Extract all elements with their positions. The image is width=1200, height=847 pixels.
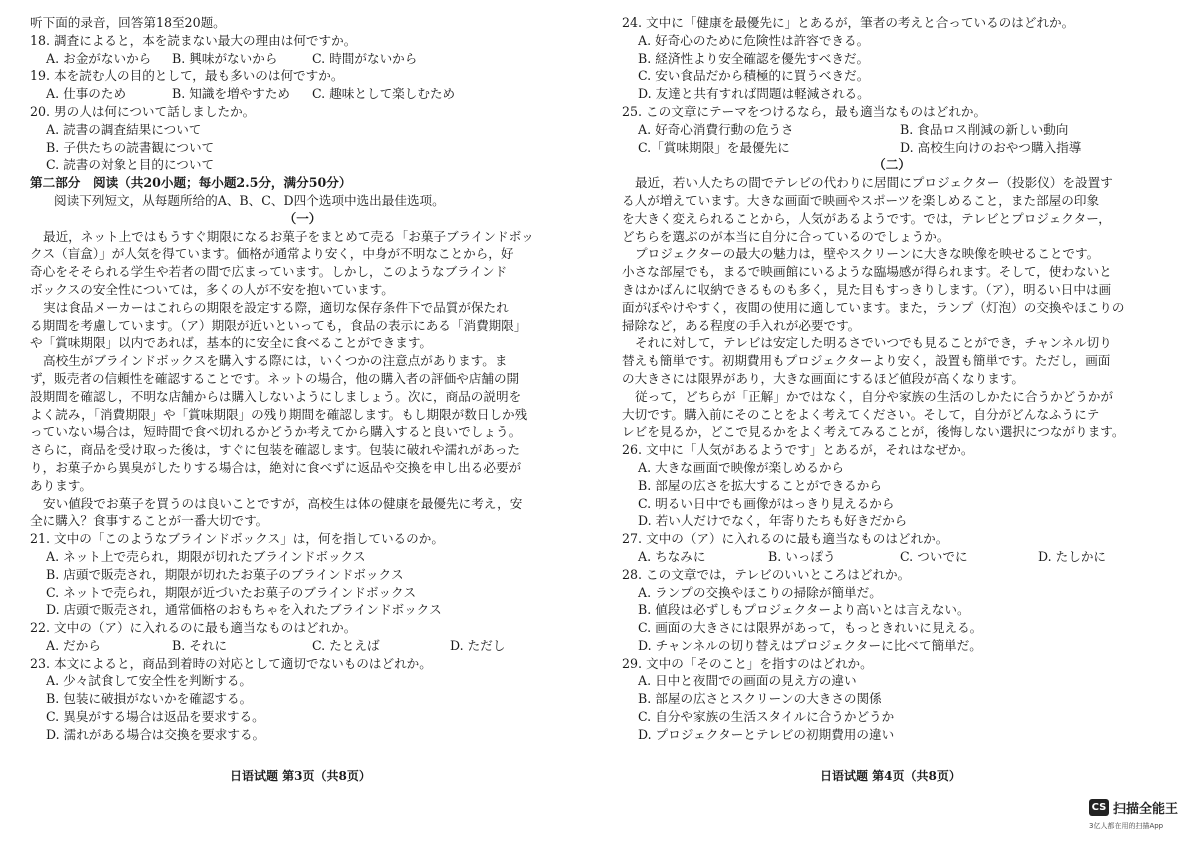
option: B. 店頭で販売され，期限が切れたお菓子のブラインドボックス [46, 566, 404, 582]
passage-1-line: ず，販売者の信頼性を確認することです。ネットの場合，他の購入者の評価や店舗の開 [30, 370, 520, 386]
passage-1-line: っていない場合は，短時間で食べ切れるかどうか考えてから購入すると良いでしょう。 [30, 424, 522, 440]
option: B. 食品ロス削減の新しい動向 [900, 121, 1069, 137]
option: A. ネット上で売られ，期限が切れたブラインドボックス [46, 548, 366, 564]
left-page [30, 14, 575, 744]
listening-intro: 听下面的录音，回答第18至20题。 [30, 15, 226, 30]
question-22-stem: 22. 文中の（ア）に入れるのに最も適当なものはどれか。 [30, 620, 357, 636]
passage-2-line: 大切です。購入前にそのことをよく考えてください。そして，自分がどんなふうにテ [622, 406, 1100, 422]
option: C. 時間がないから [312, 50, 418, 66]
option: C.「賞味期限」を最優先に [638, 139, 790, 155]
option: C. 読書の対象と目的について [46, 157, 215, 173]
question-28-stem: 28. この文章では，テレビのいいところはどれか。 [622, 566, 911, 582]
part2-instructions: 阅读下列短文，从每题所给的A、B、C、D四个选项中选出最佳选项。 [54, 192, 445, 208]
option: B. いっぽう [768, 548, 836, 564]
option: C. 自分や家族の生活スタイルに合うかどうか [638, 709, 895, 725]
question-25-options-row2 [622, 139, 1162, 157]
option: A. 読書の調査結果について [46, 121, 202, 137]
passage-2-line: 替えも簡単です。初期費用もプロジェクターより安く，設置も簡単です。ただし，画面 [622, 353, 1111, 369]
option: A. ランプの交換やほこりの掃除が簡単だ。 [638, 584, 882, 600]
option: C. ついでに [900, 548, 968, 564]
option: C. 異臭がする場合は返品を要求する。 [46, 709, 265, 725]
option: B. 興味がないから [172, 50, 278, 66]
section-heading-1: （一） [283, 210, 322, 226]
passage-1-line: クス（盲盒）」が人気を得ています。価格が通常より安く，中身が不明なことから，好 [30, 246, 514, 262]
option: D. 友達と共有すれば問題は軽減される。 [638, 86, 870, 102]
option: B. 経済性より安全確認を優先すべきだ。 [638, 50, 870, 66]
question-29-stem: 29. 文中の「そのこと」を指すのはどれか。 [622, 655, 873, 671]
question-24-stem: 24. 文中に「健康を最優先に」とあるが，筆者の考えと合っているのはどれか。 [622, 15, 1075, 30]
option: B. 知識を増やすため [172, 86, 291, 102]
option: A. ちなみに [638, 548, 706, 564]
option: B. 値段は必ずしもプロジェクターより高いとは言えない。 [638, 602, 970, 618]
option: A. 仕事のため [46, 86, 127, 102]
option: D. 店頭で販売され，通常価格のおもちゃを入れたブラインドボックス [46, 602, 442, 618]
option: A. お金がないから [46, 50, 152, 66]
logo-name: 扫描全能王 [1113, 802, 1179, 817]
question-19-options [30, 85, 575, 103]
passage-2-line: 従って，どちらが「正解」かではなく，自分や家族の生活のしかたに合うかどうかが [635, 388, 1114, 404]
option: C. ネットで売られ，期限が近づいたお菓子のブラインドボックス [46, 584, 417, 600]
option: C. 安い食品だから積極的に買うべきだ。 [638, 68, 870, 84]
option: D. 濡れがある場合は交換を要求する。 [46, 726, 266, 742]
question-20-stem: 20. 男の人は何について話しましたか。 [30, 103, 256, 119]
passage-2-line: レビを見るか，どこで見るかをよく考えてみることが，後悔しない選択につながります。 [622, 424, 1125, 440]
passage-1-line: よく読み，「消費期限」や「賞味期限」の残り期間を確認します。もし期限が数日しか残 [30, 406, 528, 422]
option: A. 好奇心消費行動の危うさ [638, 121, 794, 137]
question-23-stem: 23. 本文によると，商品到着時の対応として適切でないものはどれか。 [30, 655, 432, 671]
option: A. 好奇心のために危険性は許容できる。 [638, 32, 870, 48]
section-heading-2: （二） [873, 157, 911, 173]
passage-2-line: それに対して，テレビは安定した明るさでいつでも見ることができ，チャンネル切り [635, 335, 1112, 351]
option: A. 日中と夜間での画面の見え方の違い [638, 673, 857, 689]
question-25-options-row1 [622, 121, 1162, 139]
option: D. たしかに [1038, 548, 1107, 564]
option: A. だから [46, 637, 101, 653]
camscanner-icon: CS [1089, 799, 1109, 816]
logo-tagline: 3亿人都在用的扫描App [1089, 822, 1164, 830]
option: A. 少々試食して安全性を判断する。 [46, 673, 253, 689]
option: B. 子供たちの読書観について [46, 139, 215, 155]
option: D. 若い人だけでなく，年寄りたちも好きだから [638, 513, 908, 529]
question-27-stem: 27. 文中の（ア）に入れるのに最も適当なものはどれか。 [622, 531, 949, 547]
right-page [622, 14, 1162, 744]
option: B. 包装に破損がないかを確認する。 [46, 691, 253, 707]
question-21-stem: 21. 文中の「このようなブラインドボックス」は，何を指しているのか。 [30, 531, 444, 547]
question-25-stem: 25. この文章にテーマをつけるなら，最も適当なものはどれか。 [622, 103, 987, 119]
passage-1-line: 設期間を確認し，不明な店舗からは購入しないようにしましょう。次に，商品の説明を [30, 388, 522, 404]
passage-1-line: や「賞味期限」以内であれば，基本的に安全に食べることができます。 [30, 335, 432, 351]
option: D. チャンネルの切り替えはプロジェクターに比べて簡単だ。 [638, 637, 982, 653]
question-27-options [622, 548, 1162, 566]
passage-1-line: る期間を考慮しています。（ア）期限が近いといっても，食品の表示にある「消費期限」 [30, 317, 527, 333]
option: D. プロジェクターとテレビの初期費用の違い [638, 726, 895, 742]
passage-2-line: きはかばんに収納できるものも多く，見た目もすっきりします。（ア），明るい日中は画 [622, 281, 1112, 297]
passage-1-line: 奇心をそそられる学生や若者の間で広まっています。しかし，このようなブラインド [30, 264, 508, 280]
passage-1-line: 最近，ネット上ではもうすぐ期限になるお菓子をまとめて売る「お菓子ブラインドボッ [43, 228, 534, 244]
passage-1-line: 実は食品メーカーはこれらの期限を設定する際，適切な保存条件下で品質が保たれ [43, 299, 509, 315]
passage-2-line: 面がぼやけやすく，夜間の使用に適しています。また，ランプ（灯泡）の交換やほこりの [622, 299, 1125, 315]
question-22-options [30, 637, 575, 655]
option: A. 大きな画面で映像が楽しめるから [638, 459, 845, 475]
option: B. 部屋の広さとスクリーンの大きさの関係 [638, 691, 882, 707]
passage-2-line: る人が増えています。大きな画面で映画やスポーツを楽しめること，また部屋の印象 [622, 192, 1100, 208]
option: C. たとえば [312, 637, 380, 653]
question-19-stem: 19. 本を読む人の目的として，最も多いのは何ですか。 [30, 68, 344, 84]
passage-1-line: 高校生がブラインドボックスを購入する際には，いくつかの注意点があります。ま [43, 353, 508, 369]
passage-2-line: プロジェクターの最大の魅力は，壁やスクリーンに大きな映像を映せることです。 [635, 246, 1100, 262]
passage-1-line: ボックスの安全性については，多くの人が不安を抱いています。 [30, 281, 394, 297]
passage-2-line: 掃除など，ある程度の手入れが必要です。 [622, 317, 861, 333]
page-footer-right: 日语试题 第4页（共8页） [820, 769, 961, 783]
passage-1-line: さらに，商品を受け取った後は，すぐに包装を確認します。包装に破れや濡れがあった [30, 442, 521, 458]
option: D. 高校生向けのおやつ購入指導 [900, 139, 1082, 155]
option: C. 画面の大きさには限界があって，もっときれいに見える。 [638, 620, 983, 636]
scanner-watermark-logo [1089, 797, 1181, 837]
question-18-stem: 18. 調査によると，本を読まない最大の理由は何ですか。 [30, 32, 357, 48]
passage-2-line: 小さな部屋でも，まるで映画館にいるような臨場感が得られます。そして，使わないと [622, 264, 1112, 280]
passage-2-line: を大きく変えられることから，人気があるようです。では，テレビとプロジェクター， [622, 210, 1111, 226]
question-18-options [30, 50, 575, 68]
option: B. 部屋の広さを拡大することができるから [638, 477, 882, 493]
passage-1-line: り，お菓子から異臭がしたりする場合は，絶対に食べずに返品や交換を申し出る必要が [30, 459, 522, 475]
question-26-stem: 26. 文中に「人気があるようです」とあるが，それはなぜか。 [622, 442, 974, 458]
option: B. それに [172, 637, 228, 653]
passage-1-line: あります。 [30, 477, 92, 493]
page-footer-left: 日语试题 第3页（共8页） [230, 769, 371, 783]
passage-1-line: 全に購入？食事することが一番大切です。 [30, 513, 269, 529]
passage-1-line: 安い値段でお菓子を買うのは良いことですが，高校生は体の健康を最優先に考え，安 [43, 495, 523, 511]
part2-title: 第二部分 阅读（共20小题；每小题2.5分，满分50分） [30, 175, 352, 191]
option: D. ただし [450, 637, 506, 653]
passage-2-line: の大きさには限界があり，大きな画面にするほど値段が高くなります。 [622, 370, 1024, 386]
option: C. 趣味として楽しむため [312, 86, 456, 102]
option: C. 明るい日中でも画像がはっきり見えるから [638, 495, 895, 511]
passage-2-line: 最近，若い人たちの間でテレビの代わりに居間にプロジェクター（投影仪）を設置す [635, 175, 1113, 191]
passage-2-line: どちらを選ぶのが本当に自分に合っているのでしょうか。 [622, 228, 950, 244]
